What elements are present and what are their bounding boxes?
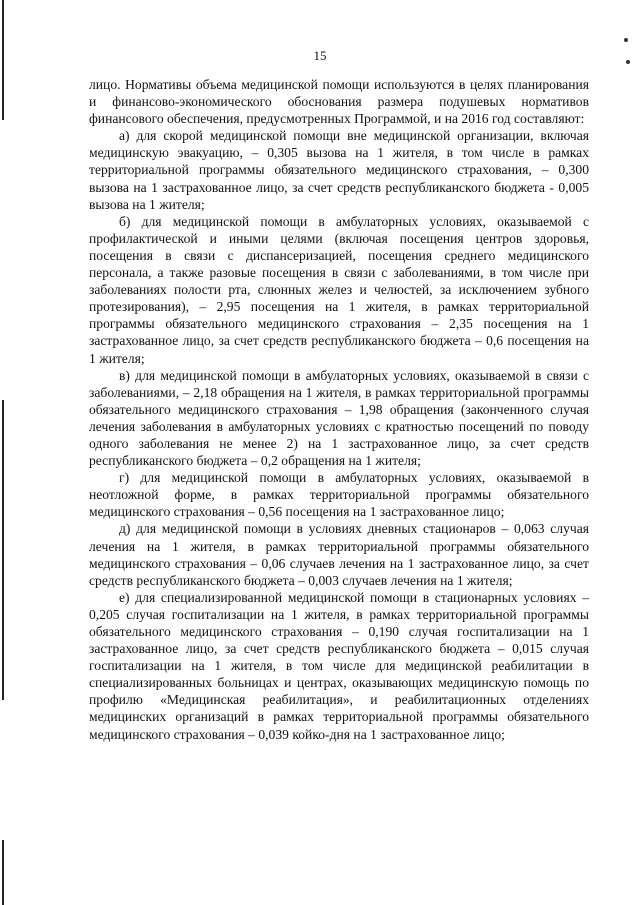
paragraph-intro: лицо. Нормативы объема медицинской помощи используются в целях планирования и финансово-экономического обоснования размера подушевых нормативов финансового обеспечения, предусмотренных Программой, и на 2016 год составляют: [89,77,589,127]
paragraph-item-a: а) для скорой медицинской помощи вне медицинской организации, включая медицинскую эвакуацию, – 0,305 вызова на 1 жителя, в том числе в рамках территориальной программы обязательного медицинского страхования, – 0,300 вызова на 1 застрахованное лицо, за счет средств республиканского бюджета - 0,005 вызова на 1 жителя; [89,128,589,212]
paragraph-item-v: в) для медицинской помощи в амбулаторных условиях, оказываемой в связи с заболеваниями, – 2,18 обращения на 1 жителя, в рамках территориальной программы обязательного медицинского страхования – 1,98 обращения (законченного случая лечения заболевания в амбулаторных условиях с кратностью посещений по поводу одного заболевания не менее 2) на 1 застрахованное лицо, за счет средств республиканского бюджета – 0,2 обращения на 1 жителя; [89,367,589,469]
scan-edge-mark [2,0,4,120]
document-body [89,76,589,743]
scan-edge-mark [2,400,4,700]
paragraph-item-d: д) для медицинской помощи в условиях дневных стационаров – 0,063 случая лечения на 1 жителя, в рамках территориальной программы обязательного медицинского страхования – 0,06 случаев лечения на 1 застрахованное лицо, за счет средств республиканского бюджета – 0,003 случаев лечения на 1 жителя; [89,521,589,588]
scan-dot [626,60,630,64]
page-number: 15 [313,48,327,63]
scan-dot [624,38,628,42]
scan-edge-mark [2,840,4,905]
paragraph-item-g: г) для медицинской помощи в амбулаторных условиях, оказываемой в неотложной форме, в рамках территориальной программы обязательного медицинского страхования – 0,56 посещения на 1 застрахованное лицо; [89,470,589,520]
paragraph-item-e: е) для специализированной медицинской помощи в стационарных условиях – 0,205 случая госпитализации на 1 жителя, в рамках территориальной программы обязательного медицинского страхования – 0,190 случая госпитализации на 1 застрахованное лицо, за счет средств республиканского бюджета – 0,015 случая госпитализации на 1 жителя, в том числе для медицинской реабилитации в специализированных больницах и центрах, оказывающих медицинскую помощь по профилю «Медицинская реабилитация», и реабилитационных отделениях медицинских организаций в рамках территориальной программы обязательного медицинского страхования – 0,039 койко-дня на 1 застрахованное лицо; [89,589,589,742]
paragraph-item-b: б) для медицинской помощи в амбулаторных условиях, оказываемой с профилактической и иными целями (включая посещения центров здоровья, посещения в связи с диспансеризацией, посещения среднего медицинского персонала, а также разовые посещения в связи с заболеваниями, в том числе при заболеваниях полости рта, слюнных желез и челюстей, за исключением зубного протезирования), – 2,95 посещения на 1 жителя, в рамках территориальной программы обязательного медицинского страхования – 2,35 посещения на 1 застрахованное лицо, за счет средств республиканского бюджета – 0,6 посещения на 1 жителя; [89,213,589,366]
